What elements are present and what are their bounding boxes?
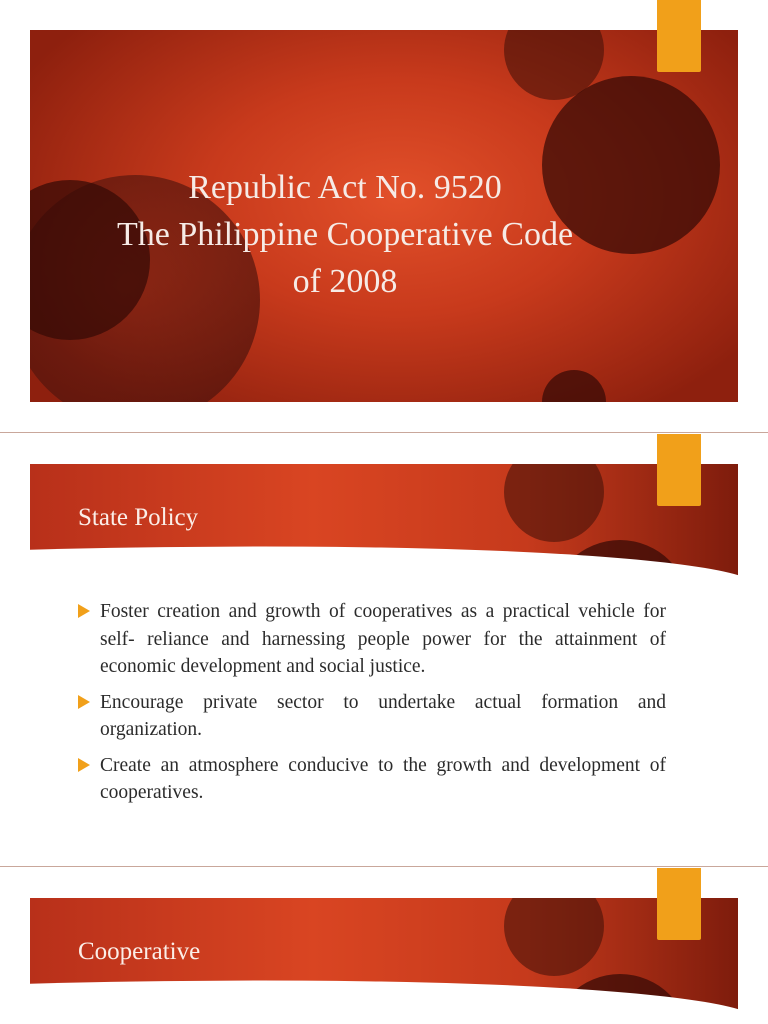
decorative-circle (504, 464, 604, 542)
slide-heading: State Policy (78, 504, 199, 531)
list-item (76, 598, 666, 681)
header-banner (30, 898, 738, 1014)
list-item (76, 689, 666, 744)
cooperative-slide (0, 868, 768, 1024)
title-line-2: The Philippine Cooperative Code (116, 216, 574, 253)
bullet-text: Create an atmosphere conducive to the growth and development of cooperatives. (100, 754, 666, 803)
orange-triangle-bullet-icon (78, 695, 90, 709)
slide-divider (0, 432, 768, 433)
decorative-circle (504, 898, 604, 976)
bullet-list (76, 598, 666, 815)
decorative-circle (542, 370, 606, 402)
title-line-1: Republic Act No. 9520 (188, 169, 502, 206)
bullet-text: Encourage private sector to undertake actual formation and organization. (100, 691, 666, 740)
accent-tab (657, 0, 701, 72)
accent-tab (657, 868, 701, 940)
title-background-panel (30, 30, 738, 402)
slide-heading: Cooperative (78, 938, 201, 965)
title-line-3: of 2008 (292, 263, 398, 300)
list-item (76, 752, 666, 807)
title-slide (0, 0, 768, 432)
accent-tab (657, 434, 701, 506)
state-policy-slide (0, 434, 768, 866)
orange-triangle-bullet-icon (78, 604, 90, 618)
orange-triangle-bullet-icon (78, 758, 90, 772)
header-banner (30, 464, 738, 580)
slide-divider (0, 866, 768, 867)
bullet-text: Foster creation and growth of cooperatives as a practical vehicle for self- reliance and harnessing people power for the attainment of economic development and social justice. (100, 601, 666, 677)
slide-title (30, 164, 660, 305)
